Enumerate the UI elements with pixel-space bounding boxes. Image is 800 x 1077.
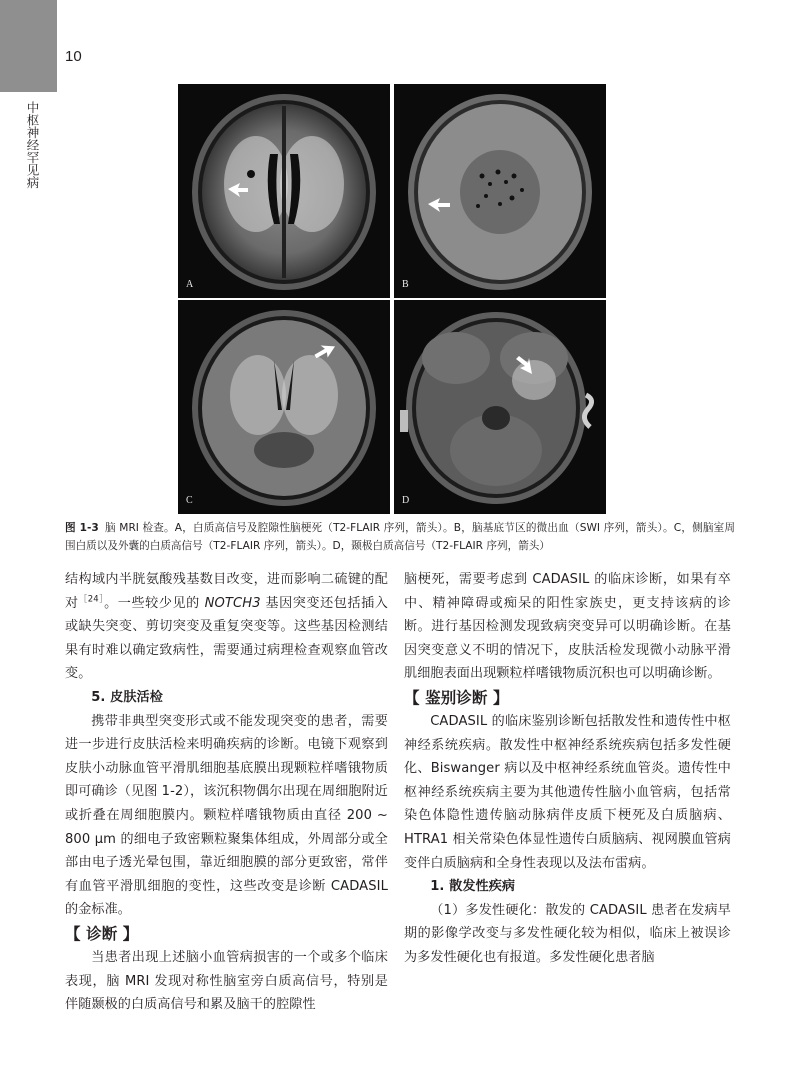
- page-number: 10: [65, 48, 82, 65]
- chapter-tab: [0, 0, 57, 92]
- text-run: 。一些较少见的: [104, 595, 205, 611]
- paragraph: 携带非典型突变形式或不能发现突变的患者，需要进一步进行皮肤活检来明确疾病的诊断。电镜下观察到皮肤小动脉血管平滑肌细胞基底膜出现颗粒样嗜锇物质即可确诊（见图 1-2），该沉积物偶尔出现在周细胞附近或折叠在周细胞膜内。颗粒样嗜锇物质由直径 200 ~ 800 μm 的细电子致密颗粒聚集体组成，外周部分或全部由电子透光晕包围，靠近细胞膜的部分更致密，常伴有血管平滑肌细胞的变性，这些改变是诊断 CADASIL 的金标准。: [65, 713, 388, 918]
- paragraph: （1）多发性硬化：散发的 CADASIL 患者在发病早期的影像学改变与多发性硬化较为相似，临床上被误诊为多发性硬化也有报道。多发性硬化患者脑: [404, 902, 731, 965]
- gene-name: NOTCH3: [204, 595, 261, 611]
- figure-number: 图 1-3: [65, 522, 99, 534]
- subheading-skin-biopsy: 5. 皮肤活检: [91, 689, 163, 705]
- section-heading-differential: 【 鉴别诊断 】: [404, 688, 509, 707]
- subheading-sporadic: 1. 散发性疾病: [430, 879, 516, 895]
- panel-label-a: A: [186, 279, 194, 290]
- section-heading-diagnosis: 【 诊断 】: [65, 924, 139, 943]
- reference-mark: ［24］: [78, 594, 105, 605]
- paragraph: CADASIL 的临床鉴别诊断包括散发性和遗传性中枢神经系统疾病。散发性中枢神经系统疾病包括多发性硬化、Biswanger 病以及中枢神经系统血管炎。遗传性中枢神经系统疾病主要为其他遗传性脑小血管病，包括常染色体隐性遗传脑动脉病伴皮质下梗死及白质脑病、HTRA1 相关常染色体显性遗传白质脑病、视网膜血管病变伴白质脑病和全身性表现以及法布雷病。: [404, 713, 731, 871]
- panel-label-d: D: [402, 495, 410, 506]
- text-run: 结构域内半胱氨酸残基数目改变，进而影响二硫键的配对: [65, 572, 388, 611]
- figure-caption-text: 脑 MRI 检查。A，白质高信号及腔隙性脑梗死（T2-FLAIR 序列，箭头）。B，脑基底节区的微出血（SWI 序列，箭头）。C，侧脑室周围白质以及外囊的白质高信号（T2-FLAIR 序列，箭头）。D，颞极白质高信号（T2-FLAIR 序列，箭头）: [65, 522, 736, 552]
- right-column: [404, 568, 731, 970]
- mri-panel-c: [178, 300, 390, 514]
- mri-panel-b: [394, 84, 606, 298]
- mri-panel-a: [178, 84, 390, 298]
- chapter-side-title: 中枢神经罕见病: [25, 101, 40, 189]
- paragraph: [65, 568, 388, 686]
- panel-label-c: C: [186, 495, 193, 506]
- paragraph: 当患者出现上述脑小血管病损害的一个或多个临床表现，脑 MRI 发现对称性脑室旁白质高信号，特别是伴随颞极的白质高信号和累及脑干的腔隙性: [65, 949, 388, 1013]
- left-column: [65, 568, 388, 1017]
- mri-figure: [178, 84, 606, 514]
- figure-caption: [65, 519, 735, 555]
- mri-panel-d: [394, 300, 606, 514]
- text-run: 基因突变还包括插入或缺失突变、剪切突变及重复突变等。这些基因检测结果有时难以确定致病性，需要通过病理检查观察血管改变。: [65, 595, 388, 682]
- panel-label-b: B: [402, 279, 409, 290]
- paragraph: 脑梗死，需要考虑到 CADASIL 的临床诊断，如果有卒中、精神障碍或痴呆的阳性家族史，更支持该病的诊断。进行基因检测发现致病突变异可以明确诊断。在基因突变意义不明的情况下，皮肤活检发现微小动脉平滑肌细胞表面出现颗粒样嗜锇物质沉积也可以明确诊断。: [404, 572, 731, 682]
